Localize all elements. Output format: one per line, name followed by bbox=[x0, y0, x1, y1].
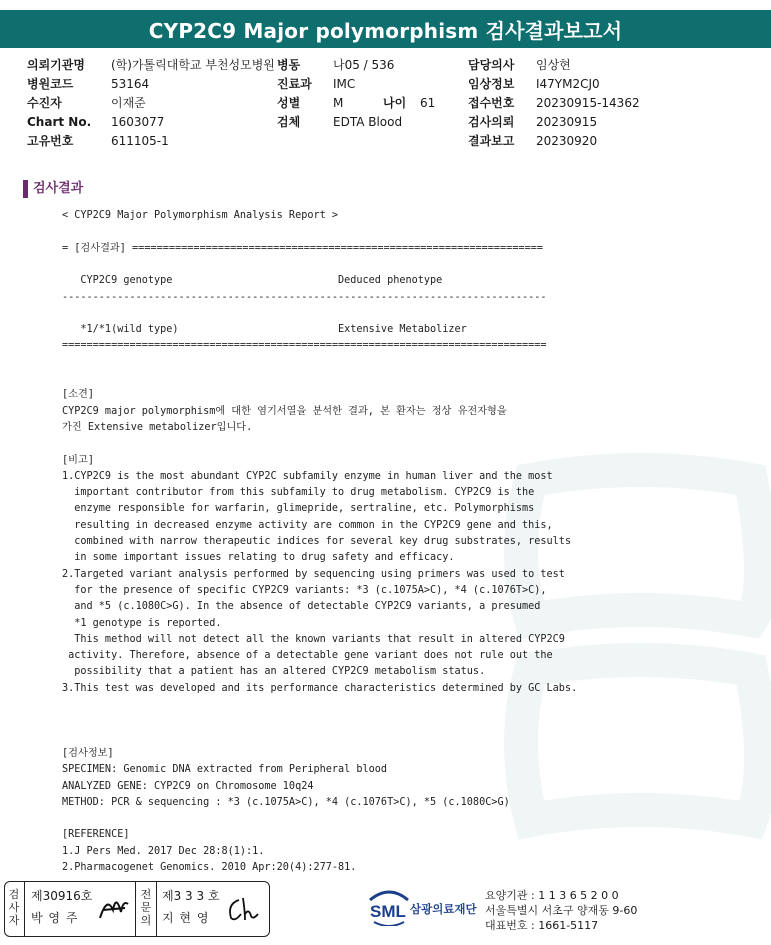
report-line: enzyme responsible for warfarin, glimepride, sertraline, etc. Polymorphisms bbox=[62, 503, 535, 515]
report-line: 1.J Pers Med. 2017 Dec 28:8(1):1. bbox=[62, 845, 265, 857]
header-col-2 bbox=[277, 56, 435, 132]
header-value: 20230920 bbox=[536, 134, 598, 148]
doctor-label: 전문의 bbox=[140, 888, 152, 927]
tester-signature-icon bbox=[97, 890, 131, 924]
report-line: possibility that a patient has an altered CYP2C9 metabolism status. bbox=[62, 666, 486, 678]
header-value: 611105-1 bbox=[111, 134, 169, 148]
header-value: 1603077 bbox=[111, 115, 165, 129]
header-value: M bbox=[333, 96, 344, 110]
report-line: SPECIMEN: Genomic DNA extracted from Peripheral blood bbox=[62, 764, 388, 776]
header-row bbox=[27, 56, 275, 75]
report-line: CYP2C9 genotype Deduced phenotype bbox=[62, 275, 443, 287]
sml-logo bbox=[366, 886, 477, 930]
report-line: [소견] bbox=[62, 389, 94, 401]
institution-code: 요양기관 : 1 1 3 6 5 2 0 0 bbox=[485, 889, 619, 902]
report-line: [REFERENCE] bbox=[62, 829, 130, 841]
doctor-signature-icon bbox=[223, 894, 261, 924]
report-line: 1.CYP2C9 is the most abundant CYP2C subfamily enzyme in human liver and the most bbox=[62, 470, 553, 482]
divider bbox=[135, 882, 136, 936]
report-line: 3.This test was developed and its performance characteristics determined by GC Labs. bbox=[62, 682, 578, 694]
header-row bbox=[468, 94, 640, 113]
report-line: = [검사결과] =================================================================== bbox=[62, 242, 543, 254]
doctor-name: 지 현 영 bbox=[162, 911, 210, 925]
report-line: in some important issues relating to drug safety and efficacy. bbox=[62, 552, 455, 564]
header-row bbox=[468, 56, 640, 75]
header-col-3 bbox=[468, 56, 640, 151]
header-label: 담당의사 bbox=[468, 58, 515, 72]
report-line: ------------------------------------------------------------------------------- bbox=[62, 291, 547, 303]
report-line: and *5 (c.1080C>G). In the absence of detectable CYP2C9 variants, a presumed bbox=[62, 601, 541, 613]
header-value: 임상현 bbox=[536, 58, 571, 72]
header-value: EDTA Blood bbox=[333, 115, 403, 129]
header-label: 수진자 bbox=[27, 96, 62, 110]
age-value: 61 bbox=[420, 96, 436, 110]
report-line: ANALYZED GENE: CYP2C9 on Chromosome 10q24 bbox=[62, 780, 314, 792]
header-row bbox=[277, 113, 435, 132]
report-line: important contributor from this subfamily to drug metabolism. CYP2C9 is the bbox=[62, 487, 535, 499]
header-value: 나05 / 536 bbox=[333, 58, 395, 72]
header-value: 이재준 bbox=[111, 96, 146, 110]
header-label: 성별 bbox=[277, 96, 301, 110]
sml-logo-icon bbox=[366, 886, 412, 926]
header-label: 접수번호 bbox=[468, 96, 515, 110]
report-line: [검사정보] bbox=[62, 747, 114, 759]
header-row bbox=[27, 132, 275, 151]
logo-text: SML bbox=[370, 902, 406, 921]
report-line: [비고] bbox=[62, 454, 94, 466]
org-name: 삼광의료재단 bbox=[410, 902, 477, 916]
header-value: (학)가톨릭대학교 부천성모병원 bbox=[111, 58, 275, 72]
report-line: < CYP2C9 Major Polymorphism Analysis Report > bbox=[62, 210, 339, 221]
header-value: IMC bbox=[333, 77, 356, 91]
report-line: *1/*1(wild type) Extensive Metabolizer bbox=[62, 324, 467, 336]
report-line: activity. Therefore, absence of a detectable gene variant does not rule out the bbox=[62, 650, 553, 662]
address: 서울특별시 서초구 양재동 9-60 bbox=[485, 904, 638, 917]
signature-box bbox=[4, 881, 270, 937]
age-label: 나이 bbox=[383, 96, 407, 110]
report-line: resulting in decreased enzyme activity are common in the CYP2C9 gene and this, bbox=[62, 519, 553, 531]
header-row bbox=[27, 113, 275, 132]
doctor-license-no: 제3 3 3 호 bbox=[162, 889, 220, 903]
divider bbox=[156, 882, 157, 936]
header-label: 고유번호 bbox=[27, 134, 74, 148]
footer-info bbox=[485, 888, 637, 933]
header-row bbox=[277, 56, 435, 75]
header-row bbox=[27, 94, 275, 113]
header-row bbox=[27, 75, 275, 94]
header-value: 53164 bbox=[111, 77, 150, 91]
report-line: =============================================================================== bbox=[62, 340, 547, 352]
header-value: 20230915-14362 bbox=[536, 96, 640, 110]
section-title-results: 검사결과 bbox=[23, 180, 83, 198]
header-col-1 bbox=[27, 56, 275, 151]
report-line: 가진 Extensive metabolizer입니다. bbox=[62, 421, 253, 433]
header-label: 결과보고 bbox=[468, 134, 515, 148]
report-line: *1 genotype is reported. bbox=[62, 617, 222, 629]
header-label: Chart No. bbox=[27, 115, 92, 129]
report-line: combined with narrow therapeutic indices for several key drug substrates, results bbox=[62, 536, 572, 547]
header-value: I47YM2CJ0 bbox=[536, 77, 600, 91]
header-row bbox=[277, 94, 435, 113]
report-line: This method will not detect all the known variants that result in altered CYP2C9 bbox=[62, 633, 565, 645]
phone: 대표번호 : 1661-5117 bbox=[485, 919, 599, 932]
header-label: 병동 bbox=[277, 58, 301, 72]
header-row bbox=[468, 75, 640, 94]
header-label: 검체 bbox=[277, 115, 301, 129]
header-label: 진료과 bbox=[277, 77, 312, 91]
header-label: 병원코드 bbox=[27, 77, 74, 91]
header-label: 임상정보 bbox=[468, 77, 515, 91]
header-value: 20230915 bbox=[536, 115, 598, 129]
header-label: 검사의뢰 bbox=[468, 115, 515, 129]
report-line: CYP2C9 major polymorphism에 대한 염기서열을 분석한 결과, 본 환자는 정상 유전자형을 bbox=[62, 405, 507, 417]
report-line: METHOD: PCR & sequencing : *3 (c.1075A>C), *4 (c.1076T>C), *5 (c.1080C>G) bbox=[62, 796, 510, 808]
header-label: 의뢰기관명 bbox=[27, 58, 85, 72]
report-title: CYP2C9 Major polymorphism 검사결과보고서 bbox=[0, 10, 771, 48]
header-row bbox=[468, 132, 640, 151]
report-line: 2.Targeted variant analysis performed by sequencing using primers was used to test bbox=[62, 568, 565, 580]
report-line: 2.Pharmacogenet Genomics. 2010 Apr:20(4):277-81. bbox=[62, 862, 357, 873]
divider bbox=[24, 882, 25, 936]
tester-label: 검사자 bbox=[8, 888, 20, 927]
tester-license-no: 제30916호 bbox=[31, 889, 93, 903]
tester-name: 박 영 주 bbox=[31, 911, 79, 925]
header-row bbox=[277, 75, 435, 94]
header-row bbox=[468, 113, 640, 132]
report-line: for the presence of specific CYP2C9 variants: *3 (c.1075A>C), *4 (c.1076T>C), bbox=[62, 584, 547, 596]
